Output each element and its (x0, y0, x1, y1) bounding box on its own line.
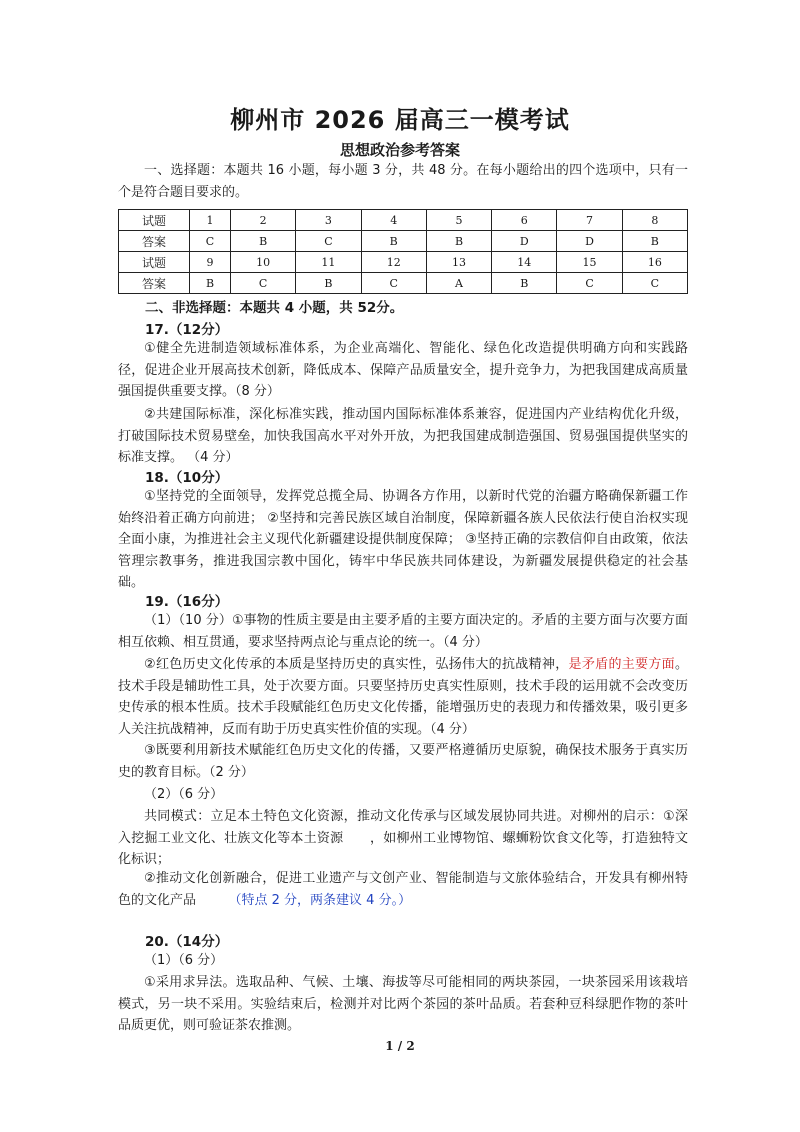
table-cell: B (190, 273, 231, 294)
table-cell: D (557, 231, 622, 252)
q19-para-2-highlight: 是矛盾的主要方面 (568, 657, 675, 672)
table-cell: B (296, 273, 361, 294)
table-cell: 6 (492, 210, 557, 231)
table-row (119, 273, 688, 294)
table-cell: 7 (557, 210, 622, 231)
q19-heading: 19.（16分） (145, 594, 229, 610)
row-label: 答案 (119, 231, 190, 252)
table-cell: 15 (557, 252, 622, 273)
table-row (119, 252, 688, 273)
table-cell: 16 (622, 252, 687, 273)
table-cell: B (426, 231, 491, 252)
q17-heading: 17.（12分） (145, 322, 229, 338)
table-cell: 14 (492, 252, 557, 273)
table-cell: 12 (361, 252, 426, 273)
table-cell: 1 (190, 210, 231, 231)
page-title: 柳州市 2026 届高三一模考试 (230, 106, 570, 134)
section2-heading: 二、非选择题：本题共 4 小题，共 52分。 (145, 300, 404, 316)
page-number: 1 / 2 (385, 1039, 415, 1053)
q19-para-5: 共同模式：立足本土特色文化资源，推动文化传承与区域发展协同共进。对柳州的启示：①深入挖掘工业文化、壮族文化等本土资源 ，如柳州工业博物馆、螺蛳粉饮食文化等，打造独特文化标识； (118, 809, 688, 867)
q18-para-1: ①坚持党的全面领导，发挥党总揽全局、协调各方作用，以新时代党的治疆方略确保新疆工作始终沿着正确方向前进； ②坚持和完善民族区域自治制度，保障新疆各族人民依法行使自治权实现全面小康，为推进社会主义现代化新疆建设提供制度保障； ③坚持正确的宗教信仰自由政策，依法管理宗教事务，推进我国宗教中国化，铸牢中华民族共同体建设，为新疆发展提供稳定的社会基础。 (118, 489, 688, 590)
table-cell: C (296, 231, 361, 252)
table-cell: C (361, 273, 426, 294)
table-cell: B (231, 231, 296, 252)
q19-para-2-text-b: 。技术手段是辅助性工具，处于次要方面。只要坚持历史真实性原则，技术手段的运用就不会改变历史传承的根本性质。技术手段赋能红色历史文化传播，能增强历史的表现力和传播效果，吸引更多人关注抗战精神，反而有助于历史真实性价值的实现。（4 分） (118, 657, 688, 737)
q19-para-3: ③既要利用新技术赋能红色历史文化的传播，又要严格遵循历史原貌，确保技术服务于真实历史的教育目标。（2 分） (118, 743, 688, 780)
q17-para-2: ②共建国际标准，深化标准实践，推动国内国际标准体系兼容，促进国内产业结构优化升级，打破国际技术贸易壁垒，加快我国高水平对外开放，为把我国建成制造强国、贸易强国提供坚实的标准支撑。 （4 分） (118, 407, 688, 465)
table-row (119, 210, 688, 231)
q19-para-2-text-a: ②红色历史文化传承的本质是坚持历史的真实性，弘扬伟大的抗战精神， (144, 657, 569, 672)
row-label: 试题 (119, 252, 190, 273)
table-cell: 10 (231, 252, 296, 273)
table-cell: 11 (296, 252, 361, 273)
answer-table (118, 209, 688, 294)
table-row (119, 231, 688, 252)
section1-intro: 一、选择题：本题共 16 小题，每小题 3 分，共 48 分。在每小题给出的四个选项中，只有一个是符合题目要求的。 (118, 163, 688, 200)
table-cell: C (622, 273, 687, 294)
q19-para-1: （1）（10 分）①事物的性质主要是由主要矛盾的主要方面决定的。矛盾的主要方面与次要方面相互依赖、相互贯通，要求坚持两点论与重点论的统一。（4 分） (118, 613, 688, 650)
table-cell: 4 (361, 210, 426, 231)
q19-para-2 (118, 654, 688, 740)
table-cell: 5 (426, 210, 491, 231)
table-cell: B (622, 231, 687, 252)
table-cell: C (557, 273, 622, 294)
q19-para-6 (118, 868, 688, 911)
q19-para-6-text: ②推动文化创新融合，促进工业遗产与文创产业、智能制造与文旅体验结合，开发具有柳州特色的文化产品 (118, 871, 688, 908)
q18-heading: 18.（10分） (145, 470, 229, 486)
q20-heading: 20.（14分） (145, 934, 229, 950)
table-cell: C (190, 231, 231, 252)
table-cell: A (426, 273, 491, 294)
table-cell: 13 (426, 252, 491, 273)
table-cell: B (361, 231, 426, 252)
q19-para-6-note: （特点 2 分，两条建议 4 分。） (235, 892, 412, 908)
table-cell: 2 (231, 210, 296, 231)
q17-para-1: ①健全先进制造领域标准体系，为企业高端化、智能化、绿色化改造提供明确方向和实践路径，促进企业开展高技术创新，降低成本、保障产品质量安全，提升竞争力，为把我国建成高质量强国提供重要支撑。（8 分） (118, 341, 688, 399)
table-cell: B (492, 273, 557, 294)
page-subtitle: 思想政治参考答案 (339, 141, 460, 159)
q19-para-4: （2）（6 分） (144, 787, 224, 802)
q20-para-2: ①采用求异法。选取品种、气候、土壤、海拔等尽可能相同的两块茶园，一块茶园采用该栽培模式，另一块不采用。实验结束后，检测并对比两个茶园的茶叶品质。若套种豆科绿肥作物的茶叶品质更优，则可验证茶农推测。 (118, 975, 688, 1033)
q20-para-1: （1）（6 分） (144, 953, 224, 968)
table-cell: D (492, 231, 557, 252)
table-cell: C (231, 273, 296, 294)
table-cell: 8 (622, 210, 687, 231)
table-cell: 3 (296, 210, 361, 231)
row-label: 试题 (119, 210, 190, 231)
table-cell: 9 (190, 252, 231, 273)
row-label: 答案 (119, 273, 190, 294)
